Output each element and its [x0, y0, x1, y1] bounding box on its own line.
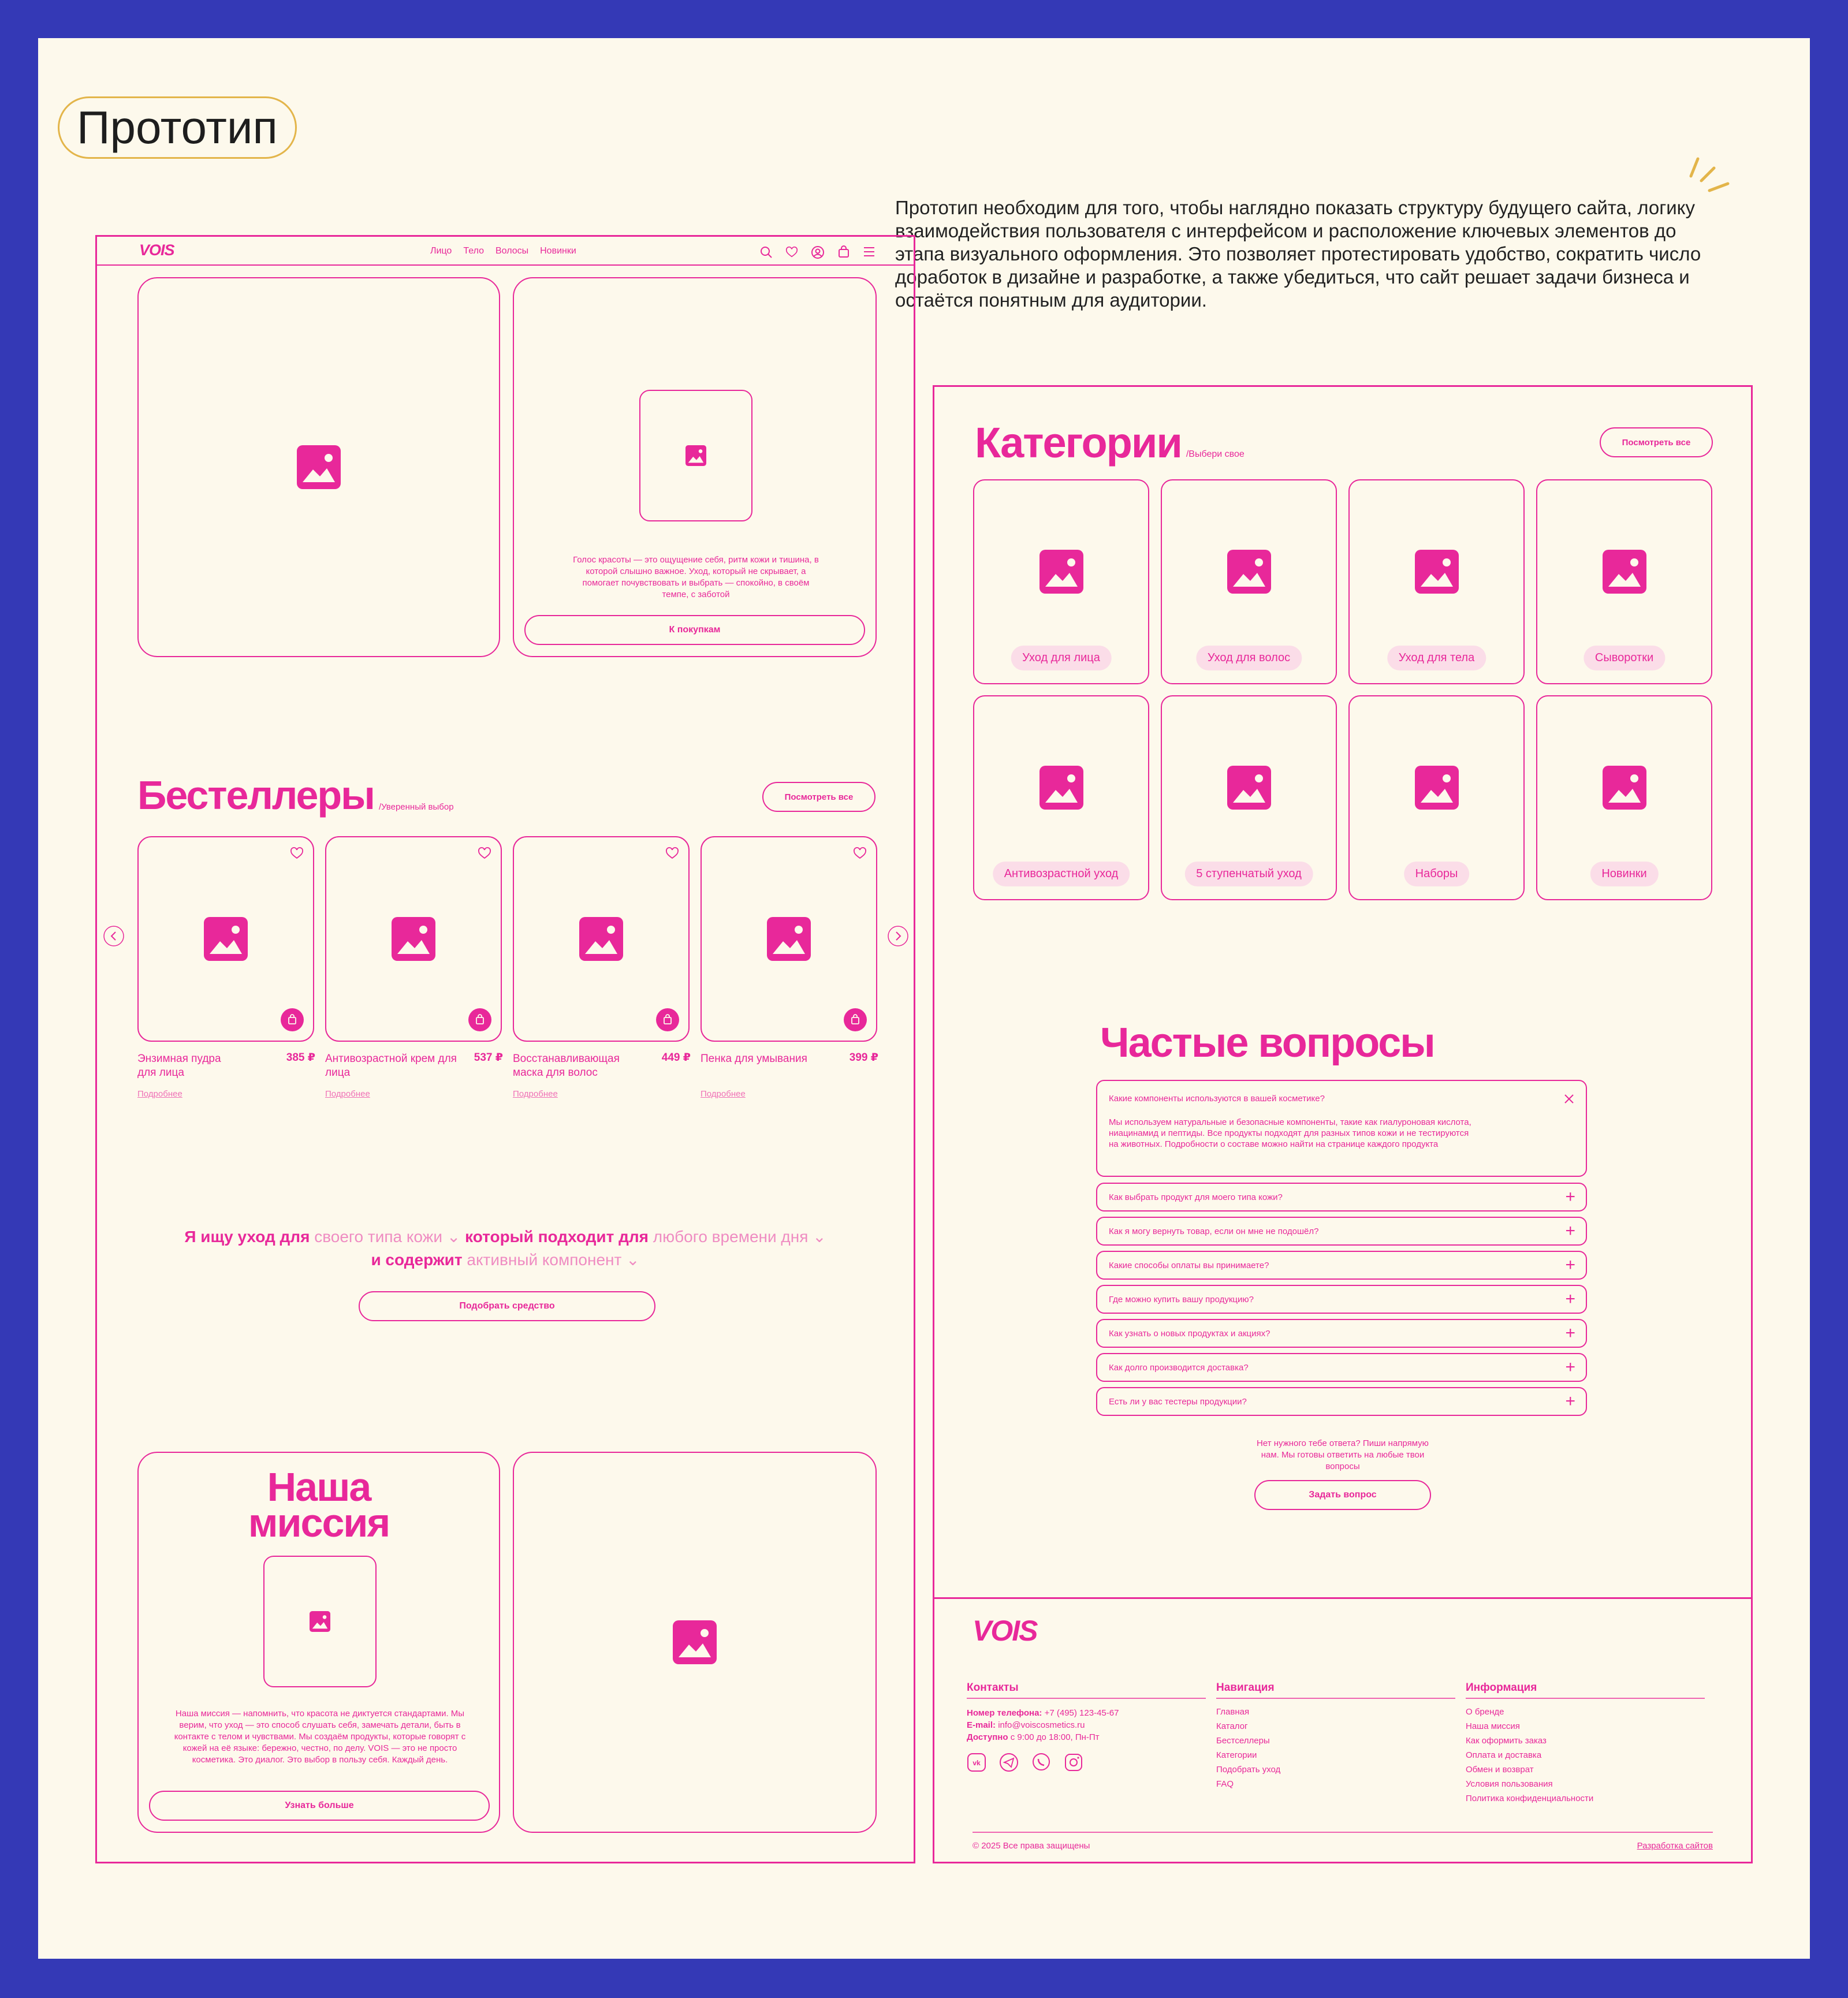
image-placeholder-icon: [1040, 766, 1083, 810]
favorite-icon[interactable]: [853, 847, 867, 860]
footer-info-link[interactable]: Оплата и доставка: [1466, 1750, 1542, 1760]
footer-info-link[interactable]: Обмен и возврат: [1466, 1765, 1534, 1775]
image-placeholder-icon: [392, 917, 435, 961]
footer-navigation: [1216, 1682, 1455, 1791]
favorite-icon[interactable]: [478, 847, 491, 860]
footer-email: E-mail: info@voiscosmetics.ru: [967, 1720, 1085, 1730]
faq-item[interactable]: Как узнать о новых продуктах и акциях? +: [1096, 1319, 1587, 1348]
plus-icon: +: [1565, 1289, 1575, 1309]
image-placeholder-icon: [685, 445, 706, 466]
faq-answer: Мы используем натуральные и безопасные компоненты, такие как гиалуроновая кислота, ниацинамид и пептиды. Все продукты подходят для разных типов кожи и не тестируются на животных. Подробности о составе можно найти на странице каждого продукта: [1109, 1117, 1471, 1149]
image-placeholder-icon: [204, 917, 248, 961]
image-placeholder-icon: [1415, 766, 1459, 810]
footer-nav-link[interactable]: Подобрать уход: [1216, 1765, 1281, 1775]
faq-item[interactable]: Какие способы оплаты вы принимаете? +: [1096, 1251, 1587, 1280]
plus-icon: +: [1565, 1358, 1575, 1377]
categories-view-all-button[interactable]: Посмотреть все: [1600, 427, 1713, 457]
mission-title: Наша миссия: [248, 1464, 390, 1545]
category-card[interactable]: [973, 695, 1149, 900]
mission-text: Наша миссия — напомнить, что красота не диктуется стандартами. Мы верим, что уход — это способ слушать себя, замечать детали, быть в контакте с телом и чувствами. Мы создаём продукты, которые говорят с кожей на её языке: бережно, честно, по делу. VOIS — это не просто косметика. Это диалог. Это выбор в пользу себя. Каждый день.: [174, 1709, 466, 1765]
image-placeholder-icon: [1040, 550, 1083, 594]
mission-image-card: [513, 1452, 877, 1833]
footer-nav-link[interactable]: Каталог: [1216, 1721, 1248, 1731]
bag-icon[interactable]: [837, 245, 850, 258]
footer-info-link[interactable]: Условия пользования: [1466, 1779, 1553, 1789]
category-card[interactable]: [1536, 695, 1712, 900]
finder-text: и содержит: [371, 1251, 463, 1269]
finder-text: Я ищу уход для: [184, 1228, 310, 1246]
home-prototype-panel: [95, 235, 915, 1863]
heart-icon[interactable]: [785, 246, 798, 259]
footer-hours: Доступно с 9:00 до 18:00, Пн-Пт: [967, 1732, 1100, 1742]
image-placeholder-icon: [1227, 766, 1271, 810]
add-to-cart-icon[interactable]: [844, 1008, 867, 1031]
faq-item-open[interactable]: [1096, 1080, 1587, 1177]
category-label: Уход для лица: [1011, 646, 1112, 670]
category-card[interactable]: [1348, 479, 1525, 684]
page-title: Прототип: [58, 96, 297, 159]
product-name: Антивозрастной крем для лица: [325, 1053, 457, 1079]
image-placeholder-icon: [1603, 550, 1646, 594]
hero-thumb: [639, 390, 752, 521]
faq-question: Какие компоненты используются в вашей косметике?: [1109, 1094, 1325, 1104]
categories-title: Категории: [975, 419, 1182, 467]
footer-contacts-title: Контакты: [967, 1682, 1019, 1694]
footer-nav-link[interactable]: Категории: [1216, 1750, 1257, 1760]
product-card[interactable]: [513, 836, 690, 1042]
site-header: [97, 237, 914, 266]
footer-dev-link[interactable]: Разработка сайтов: [1637, 1841, 1713, 1851]
finder-select-time[interactable]: любого времени дня ⌄: [653, 1228, 826, 1246]
hero-image-card: [137, 277, 500, 657]
finder-text: который подходит для: [465, 1228, 649, 1246]
category-card[interactable]: [1161, 479, 1337, 684]
user-icon[interactable]: [811, 245, 825, 259]
faq-item[interactable]: Как долго производится доставка? +: [1096, 1353, 1587, 1382]
mission-card: [137, 1452, 500, 1833]
category-label: Уход для волос: [1196, 646, 1302, 670]
product-price: 449 ₽: [661, 1052, 691, 1064]
footer-contacts: [967, 1682, 1206, 1772]
favorite-icon[interactable]: [665, 847, 679, 860]
image-placeholder-icon: [673, 1620, 717, 1664]
finder-select-component[interactable]: активный компонент ⌄: [467, 1251, 640, 1269]
shop-button[interactable]: К покупкам: [524, 615, 865, 645]
hero-text-card: [513, 277, 877, 657]
plus-icon: +: [1565, 1221, 1575, 1240]
footer-logo[interactable]: VOIS: [973, 1615, 1037, 1647]
product-more-link[interactable]: Подробнее: [325, 1089, 370, 1099]
image-placeholder-icon: [297, 445, 341, 489]
logo[interactable]: VOIS: [139, 241, 174, 259]
footer-rule: [1466, 1698, 1705, 1699]
product-name: Энзимная пудра для лица: [137, 1053, 221, 1079]
category-label: Уход для тела: [1387, 646, 1486, 670]
image-placeholder-icon: [1603, 766, 1646, 810]
ask-question-button[interactable]: Задать вопрос: [1254, 1480, 1431, 1510]
product-card[interactable]: [137, 836, 314, 1042]
nav-link-face[interactable]: Лицо: [430, 246, 452, 256]
footer-nav-link[interactable]: FAQ: [1216, 1779, 1234, 1789]
faq-item[interactable]: Где можно купить вашу продукцию? +: [1096, 1285, 1587, 1314]
product-name: Восстанавливающая маска для волос: [513, 1053, 620, 1079]
plus-icon: +: [1565, 1255, 1575, 1274]
footer-rule: [967, 1698, 1206, 1699]
category-label: Новинки: [1590, 862, 1658, 886]
faq-item[interactable]: Есть ли у вас тестеры продукции? +: [1096, 1387, 1587, 1416]
faq-title: Частые вопросы: [1100, 1020, 1435, 1066]
product-card[interactable]: [701, 836, 877, 1042]
image-placeholder-icon: [579, 917, 623, 961]
product-more-link[interactable]: Подробнее: [513, 1089, 558, 1099]
image-placeholder-icon: [1415, 550, 1459, 594]
nav-link-new[interactable]: Новинки: [540, 246, 576, 256]
image-placeholder-icon: [310, 1611, 330, 1632]
whatsapp-icon[interactable]: [1031, 1753, 1051, 1772]
nav-link-body[interactable]: Тело: [463, 246, 484, 256]
faq-item[interactable]: Как я могу вернуть товар, если он мне не подошёл? +: [1096, 1217, 1587, 1246]
add-to-cart-icon[interactable]: [468, 1008, 491, 1031]
plus-icon: +: [1565, 1187, 1575, 1206]
svg-text:vk: vk: [973, 1759, 981, 1767]
plus-icon: +: [1565, 1392, 1575, 1411]
carousel-prev-icon[interactable]: [103, 925, 125, 947]
image-placeholder-icon: [767, 917, 811, 961]
add-to-cart-icon[interactable]: [656, 1008, 679, 1031]
footer-nav-title: Навигация: [1216, 1682, 1275, 1694]
footer-info-link[interactable]: О бренде: [1466, 1707, 1504, 1717]
main-nav: [430, 246, 588, 256]
category-card[interactable]: [1161, 695, 1337, 900]
vk-icon[interactable]: [967, 1753, 986, 1772]
product-price: 399 ₽: [849, 1052, 878, 1064]
bestsellers-title: Бестеллеры: [137, 773, 374, 818]
bestsellers-heading: [137, 773, 454, 818]
category-label: Сыворотки: [1584, 646, 1665, 670]
footer-rule: [1216, 1698, 1455, 1699]
finder-select-skin[interactable]: своего типа кожи ⌄: [314, 1228, 461, 1246]
product-more-link[interactable]: Подробнее: [137, 1089, 182, 1099]
search-icon[interactable]: [760, 246, 773, 259]
categories-heading: [975, 419, 1245, 467]
mission-thumb: [263, 1556, 377, 1687]
footer-info-link[interactable]: Политика конфиденциальности: [1466, 1794, 1594, 1803]
footer-info-link[interactable]: Наша миссия: [1466, 1721, 1520, 1731]
category-label: Наборы: [1404, 862, 1470, 886]
add-to-cart-icon[interactable]: [281, 1008, 304, 1031]
learn-more-button[interactable]: Узнать больше: [149, 1791, 490, 1821]
product-more-link[interactable]: Подробнее: [701, 1089, 746, 1099]
product-price: 537 ₽: [474, 1052, 503, 1064]
hero-text: Голос красоты — это ощущение себя, ритм кожи и тишина, в которой слышно важное. Уход, который не скрывает, а помогает почувствовать и выбрать — спокойно, в своём темпе, с заботой: [573, 555, 819, 599]
favorite-icon[interactable]: [290, 847, 304, 860]
product-card[interactable]: [325, 836, 502, 1042]
faq-item[interactable]: Как выбрать продукт для моего типа кожи? +: [1096, 1183, 1587, 1212]
nav-link-hair[interactable]: Волосы: [495, 246, 529, 256]
footer-bottom-rule: [973, 1832, 1713, 1833]
category-card[interactable]: [1536, 479, 1712, 684]
categories-subtitle: /Выбери свое: [1186, 449, 1245, 459]
footer-nav-link[interactable]: Главная: [1216, 1707, 1250, 1717]
plus-icon: +: [1565, 1324, 1575, 1343]
category-card[interactable]: [973, 479, 1149, 684]
category-label: 5 ступенчатый уход: [1184, 862, 1313, 886]
close-icon[interactable]: [1564, 1094, 1574, 1104]
faq-help-text: Нет нужного тебе ответа? Пиши напрямую нам. Мы готовы ответить на любые твои вопросы: [1257, 1438, 1429, 1471]
instagram-icon[interactable]: [1064, 1753, 1083, 1772]
footer-info-link[interactable]: Как оформить заказ: [1466, 1736, 1547, 1746]
product-price: 385 ₽: [286, 1052, 315, 1064]
footer-information: [1466, 1682, 1705, 1806]
carousel-next-icon[interactable]: [887, 925, 909, 947]
product-name: Пенка для умывания: [701, 1053, 807, 1065]
footer-info-title: Информация: [1466, 1682, 1537, 1694]
intro-text: Прототип необходим для того, чтобы наглядно показать структуру будущего сайта, логику взаимодействия пользователя с интерфейсом и расположение ключевых элементов до этапа визуального оформления. Это позволяет протестировать удобство, сократить число доработок в дизайне и разработке, а также убедиться, что сайт решает задачи бизнеса и остаётся понятным для аудитории.: [895, 197, 1701, 311]
footer-phone: Номер телефона: +7 (495) 123-45-67: [967, 1708, 1119, 1718]
rays-decoration-icon: [1686, 156, 1732, 202]
menu-icon[interactable]: [863, 246, 875, 258]
care-finder: [97, 1225, 914, 1272]
footer-nav-link[interactable]: Бестселлеры: [1216, 1736, 1270, 1746]
image-placeholder-icon: [1227, 550, 1271, 594]
bestsellers-view-all-button[interactable]: Посмотреть все: [762, 782, 875, 812]
telegram-icon[interactable]: [999, 1753, 1019, 1772]
bestsellers-subtitle: /Уверенный выбор: [378, 802, 454, 812]
category-label: Антивозрастной уход: [993, 862, 1130, 886]
find-product-button[interactable]: Подобрать средство: [359, 1291, 655, 1321]
category-card[interactable]: [1348, 695, 1525, 900]
footer-divider: [933, 1597, 1753, 1599]
footer-copyright: © 2025 Все права защищены: [973, 1841, 1090, 1851]
